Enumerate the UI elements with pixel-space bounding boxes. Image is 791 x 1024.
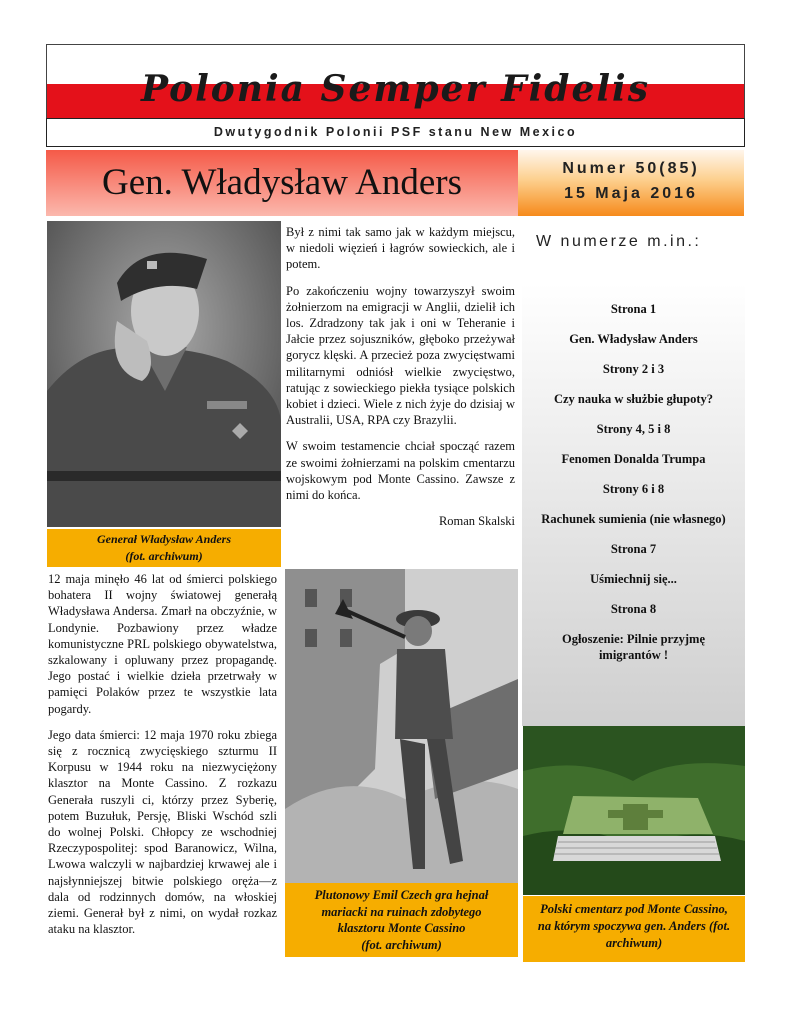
article-paragraph: Jego data śmierci: 12 maja 1970 roku zbiega się z rocznicą zwycięskiego szturmu II Korpusu w 1944 roku na niezwyciężony klasztor na Monte Cassino. Z rozkazu Generała ruszyli ci, którzy przez Syberię, potem Buzułuk, Persję, Bliski Wschód szli do wolnej Polski. Chłopcy ze wschodniej Rzeczypospolitej: spod Baranowicz, Wilna, Lwowa walczyli w najbardziej krwawej ale i najsłynniejszej bitwie polskiego oręża—z dala od rodzinnych domów, na włoskiej ziemi. Generał był z nimi, on wydał rozkaz ataku na klasztor. [48,727,277,937]
contents-item: Strona 7 [610,542,657,556]
contents-item: Ogłoszenie: Pilnie przyjmę imigrantów ! [561,632,706,662]
issue-box [518,150,744,216]
article-paragraph: W swoim testamencie chciał spocząć razem ze swoimi żołnierzami na polskim cmentarzu wojskowym pod Monte Cassino. Zawsze z nimi do końca. [286,439,515,503]
contents-item: Strony 4, 5 i 8 [596,422,671,436]
contents-item: Strony 6 i 8 [602,482,665,496]
cemetery-photo [523,726,745,895]
contents-item: Fenomen Donalda Trumpa [561,452,706,466]
article-column-2 [286,224,515,539]
newsletter-subtitle: Dwutygodnik Polonii PSF stanu New Mexico [46,118,745,147]
caption-line: mariacki na ruinach zdobytego [321,904,482,919]
caption-line: (fot. archiwum) [125,549,203,563]
caption-line: Polski cmentarz pod Monte Cassino, [540,902,728,916]
article-paragraph: Był z nimi tak samo jak w każdym miejscu, w niedoli więzień i łagrów sowieckich, ale i potem. [286,225,515,272]
issue-date: 15 Maja 2016 [564,185,698,202]
caption-line: Generał Władysław Anders [96,532,231,546]
contents-item: Czy nauka w służbie głupoty? [553,392,714,406]
article-paragraph: Po zakończeniu wojny towarzyszył swoim żołnierzom na emigracji w Anglii, dzielił ich los. Zdradzony tak jak i oni w Teheranie i Jałcie przez sojuszników, głęboko przeżywał gorycz klęski. A przecież poza zwycięstwami militarnymi odniósł wielkie zwycięstwo, ratując z sowieckiego piekła tysiące polskich kobiet i dzieci. Wiele z nich żyje do dzisiaj w Australii, USA, RPA czy Brazylii. [286,283,515,428]
contents-item: Gen. Władysław Anders [569,332,698,346]
caption-line: Plutonowy Emil Czech gra hejnał [314,888,489,902]
bugler-photo-caption [285,883,518,957]
issue-number: Numer 50(85) [562,160,700,177]
contents-item: Strona 8 [610,602,657,616]
caption-line: klasztoru Monte Cassino [337,921,466,935]
article-column-1 [48,571,277,947]
anders-photo-caption [47,529,281,567]
contents-item: Strona 1 [610,302,657,316]
article-paragraph: 12 maja minęło 46 lat od śmierci polskiego bohatera II wojny światowej generałą Władysława Andersa. Zmarł na obczyźnie, w Londynie. Pozbawiony przez władze komunistyczne PRL polskiego obywatelstwa, szkalowany i opluwany przez propagandę. Jego postać i wielkie dzieła przetrwały w pamięci Polaków przez te wszystkie lata pogardy. [48,572,277,716]
contents-item: Rachunek sumienia (nie własnego) [541,512,726,526]
article-author: Roman Skalski [438,514,515,529]
newsletter-title: Polonia Semper Fidelis [140,68,650,110]
anders-portrait-photo [47,221,281,527]
bugler-photo [285,569,518,883]
contents-heading: W numerze m.in.: [536,233,702,250]
article-headline: Gen. Władysław Anders [46,150,518,216]
caption-line: (fot. archiwum) [361,937,442,952]
contents-box [522,283,745,726]
masthead [46,44,745,120]
cemetery-photo-caption [523,896,745,962]
caption-line: archiwum) [605,936,663,950]
caption-line: na którym spoczywa gen. Anders (fot. [537,919,731,933]
contents-item: Uśmiechnij się... [590,572,677,586]
contents-item: Strony 2 i 3 [602,362,665,376]
